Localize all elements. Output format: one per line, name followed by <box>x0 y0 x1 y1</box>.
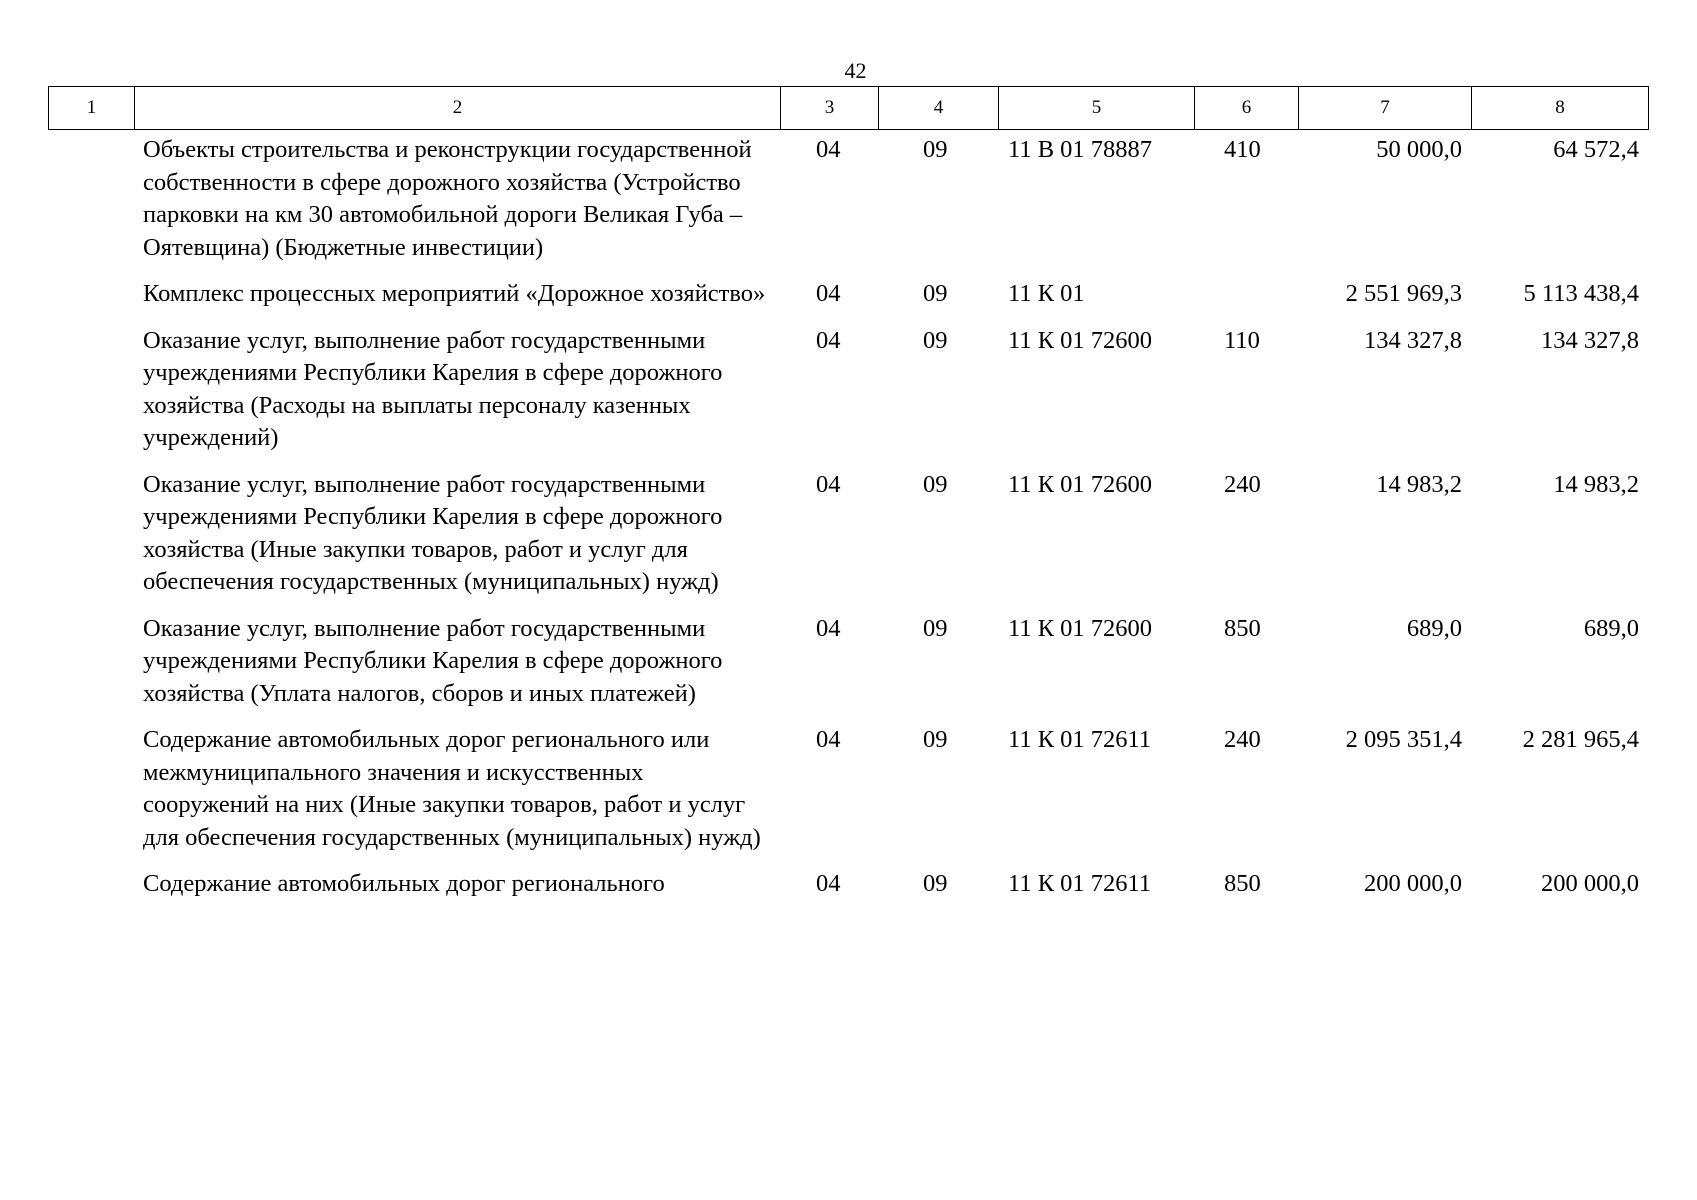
target-article-code: 11 К 01 72600 <box>1008 326 1153 354</box>
column-header-7: 7 <box>1299 87 1472 130</box>
section-code: 04 <box>816 326 841 354</box>
target-article-code: 11 К 01 72600 <box>1008 470 1153 498</box>
amount-year-1: 134 327,8 <box>1364 326 1462 354</box>
subsection-code: 09 <box>923 136 948 163</box>
section-code: 04 <box>816 726 841 753</box>
column-header-4: 4 <box>879 87 999 130</box>
expense-type-code: 850 <box>1224 614 1261 642</box>
expense-name: Содержание автомобильных дорог регионального <box>143 870 665 897</box>
section-code: 04 <box>816 136 841 163</box>
section-code: 04 <box>816 280 841 307</box>
column-header-2: 2 <box>135 87 781 130</box>
page-number: 42 <box>844 58 867 83</box>
row-number-cell <box>48 325 134 469</box>
amount-year-1: 2 095 351,4 <box>1345 726 1462 753</box>
target-article-code: 11 К 01 72611 <box>1008 870 1152 897</box>
amount-year-2: 64 572,4 <box>1553 136 1639 163</box>
amount-year-1: 50 000,0 <box>1376 136 1462 163</box>
column-header-8: 8 <box>1472 87 1649 130</box>
subsection-code: 09 <box>923 326 948 354</box>
expense-type-code: 240 <box>1224 470 1261 498</box>
section-code: 04 <box>816 870 841 897</box>
expense-name: Оказание услуг, выполнение работ государственными учреждениями Республики Карелия в сфере дорожного хозяйства (Иные закупки товаров, работ и услуг для обеспечения государственных (муниципальных) нужд) <box>143 470 723 595</box>
expense-name: Оказание услуг, выполнение работ государственными учреждениями Республики Карелия в сфере дорожного хозяйства (Расходы на выплаты персоналу казенных учреждений) <box>143 326 723 451</box>
column-header-6: 6 <box>1195 87 1299 130</box>
row-number-cell <box>48 469 134 613</box>
subsection-code: 09 <box>923 614 948 642</box>
row-number-cell <box>48 868 134 915</box>
table-row <box>48 724 1648 868</box>
row-number-cell <box>48 134 134 278</box>
expense-name: Комплекс процессных мероприятий «Дорожное хозяйство» <box>143 280 766 307</box>
amount-year-2: 2 281 965,4 <box>1522 726 1639 753</box>
column-header-5: 5 <box>999 87 1195 130</box>
expense-type-code: 850 <box>1224 870 1261 897</box>
table-row <box>48 868 1648 915</box>
expense-name: Объекты строительства и реконструкции государственной собственности в сфере дорожного хозяйства (Устройство парковки на км 30 автомобильной дороги Великая Губа – Оятевщина) (Бюджетные инвестиции) <box>143 136 752 261</box>
section-code: 04 <box>816 614 841 642</box>
subsection-code: 09 <box>923 870 948 897</box>
row-number-cell <box>48 278 134 325</box>
target-article-code: 11 К 01 72611 <box>1008 726 1152 753</box>
amount-year-1: 2 551 969,3 <box>1345 280 1462 307</box>
expense-type-code <box>1194 278 1298 325</box>
subsection-code: 09 <box>923 280 948 307</box>
amount-year-1: 200 000,0 <box>1364 870 1462 897</box>
expense-name: Оказание услуг, выполнение работ государственными учреждениями Республики Карелия в сфере дорожного хозяйства (Уплата налогов, сборов и иных платежей) <box>143 614 723 707</box>
column-header-row <box>48 86 1649 130</box>
column-header-1: 1 <box>49 87 135 130</box>
table-row <box>48 325 1648 469</box>
amount-year-1: 689,0 <box>1406 614 1462 642</box>
table-row <box>48 469 1648 613</box>
amount-year-2: 200 000,0 <box>1541 870 1639 897</box>
subsection-code: 09 <box>923 726 948 753</box>
target-article-code: 11 В 01 78887 <box>1008 136 1153 163</box>
amount-year-2: 134 327,8 <box>1541 326 1639 354</box>
subsection-code: 09 <box>923 470 948 498</box>
expense-type-code: 240 <box>1224 726 1261 753</box>
table-row <box>48 278 1648 325</box>
column-header-3: 3 <box>781 87 879 130</box>
amount-year-2: 14 983,2 <box>1553 470 1639 498</box>
table-row <box>48 134 1648 278</box>
amount-year-2: 689,0 <box>1583 614 1639 642</box>
table-row <box>48 613 1648 725</box>
target-article-code: 11 К 01 72600 <box>1008 614 1153 642</box>
amount-year-2: 5 113 438,4 <box>1523 280 1639 307</box>
row-number-cell <box>48 613 134 725</box>
expense-name: Содержание автомобильных дорог регионального или межмуниципального значения и искусственных сооружений на них (Иные закупки товаров, работ и услуг для обеспечения государственных (муниципальных) нужд) <box>143 726 761 851</box>
expense-type-code: 410 <box>1224 136 1261 163</box>
row-number-cell <box>48 724 134 868</box>
expense-type-code: 110 <box>1224 326 1260 354</box>
target-article-code: 11 К 01 <box>1008 280 1085 307</box>
section-code: 04 <box>816 470 841 498</box>
budget-table-body <box>48 134 1648 915</box>
amount-year-1: 14 983,2 <box>1376 470 1462 498</box>
